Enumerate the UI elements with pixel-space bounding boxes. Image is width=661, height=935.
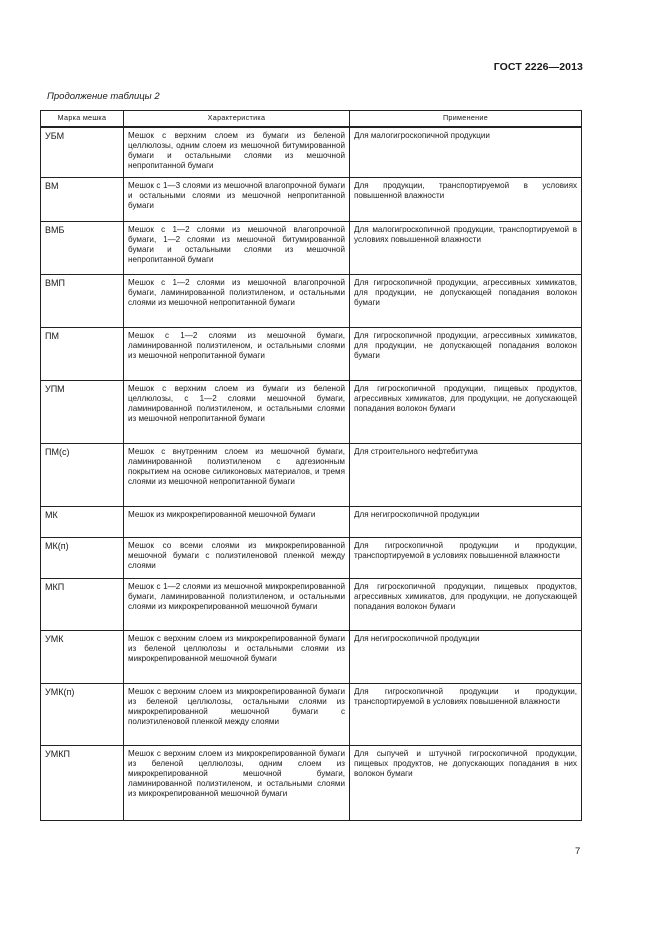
bag-brand-cell: ПМ(с) bbox=[41, 443, 124, 506]
bag-brand-cell: УМК(п) bbox=[41, 683, 124, 745]
application-cell: Для гигроскопичной продукции, агрессивных химикатов, для продукции, не допускающей попадания волокон бумаги bbox=[350, 274, 582, 327]
characteristic-cell: Мешок с верхним слоем из бумаги из беленой целлюлозы, одним слоем из мешочной битумированной бумаги и остальными слоями из мешочной непропитанной бумаги bbox=[124, 127, 350, 177]
page-number: 7 bbox=[575, 846, 581, 857]
table-row bbox=[41, 177, 582, 221]
bag-brand-cell: УМКП bbox=[41, 745, 124, 820]
characteristic-cell: Мешок из микрокрепированной мешочной бумаги bbox=[124, 506, 350, 537]
application-cell: Для гигроскопичной продукции и продукции, транспортируемой в условиях повышенной влажности bbox=[350, 537, 582, 578]
bag-brand-cell: УМК bbox=[41, 630, 124, 683]
application-cell: Для гигроскопичной продукции, пищевых продуктов, агрессивных химикатов, для продукции, не допускающей попадания волокон бумаги bbox=[350, 578, 582, 630]
characteristic-cell: Мешок со всеми слоями из микрокрепированной мешочной бумаги с полиэтиленовой пленкой между слоями bbox=[124, 537, 350, 578]
application-cell: Для сыпучей и штучной гигроскопичной продукции, пищевых продуктов, не допускающих попадания в них волокон бумаги bbox=[350, 745, 582, 820]
application-cell: Для продукции, транспортируемой в условиях повышенной влажности bbox=[350, 177, 582, 221]
characteristic-cell: Мешок с 1—2 слоями из мешочной влагопрочной бумаги, ламинированной полиэтиленом, и остальными слоями из мешочной непропитанной бумаги bbox=[124, 274, 350, 327]
characteristic-cell: Мешок с верхним слоем из микрокрепированной бумаги из беленой целлюлозы, одним слоем из микрокрепированной мешочной бумаги, ламинированной полиэтиленом, и остальными слоями из микрокрепированной мешочной бумаги bbox=[124, 745, 350, 820]
characteristic-cell: Мешок с верхним слоем из микрокрепированной бумаги из беленой целлюлозы и остальными слоями из микрокрепированной мешочной бумаги bbox=[124, 630, 350, 683]
table-row bbox=[41, 127, 582, 177]
standard-code: ГОСТ 2226—2013 bbox=[493, 61, 583, 73]
bag-brand-cell: МКП bbox=[41, 578, 124, 630]
bag-brand-cell: ПМ bbox=[41, 327, 124, 380]
characteristic-cell: Мешок с 1—2 слоями из мешочной микрокрепированной бумаги, ламинированной полиэтиленом, и остальными слоями из микрокрепированной мешочной бумаги bbox=[124, 578, 350, 630]
table-row bbox=[41, 380, 582, 443]
application-cell: Для малогигроскопичной продукции, транспортируемой в условиях повышенной влажности bbox=[350, 221, 582, 274]
characteristic-cell: Мешок с 1—3 слоями из мешочной влагопрочной бумаги и остальными слоями из мешочной непропитанной бумаги bbox=[124, 177, 350, 221]
bag-brand-cell: УБМ bbox=[41, 127, 124, 177]
bag-brand-cell: УПМ bbox=[41, 380, 124, 443]
characteristic-cell: Мешок с 1—2 слоями из мешочной бумаги, ламинированной полиэтиленом, и остальными слоями из мешочной непропитанной бумаги bbox=[124, 327, 350, 380]
application-cell: Для гигроскопичной продукции, пищевых продуктов, агрессивных химикатов, для продукции, не допускающей попадания волокон бумаги bbox=[350, 380, 582, 443]
table-row bbox=[41, 443, 582, 506]
table-row bbox=[41, 683, 582, 745]
application-cell: Для гигроскопичной продукции и продукции, транспортируемой в условиях повышенной влажности bbox=[350, 683, 582, 745]
column-header-application: Применение bbox=[350, 111, 582, 128]
bag-brand-cell: МК(п) bbox=[41, 537, 124, 578]
application-cell: Для негигроскопичной продукции bbox=[350, 630, 582, 683]
characteristic-cell: Мешок с 1—2 слоями из мешочной влагопрочной бумаги, 1—2 слоями из мешочной битумированной бумаги и остальными слоями из мешочной непропитанной бумаги bbox=[124, 221, 350, 274]
characteristic-cell: Мешок с верхним слоем из микрокрепированной бумаги из беленой целлюлозы, остальными слоями из микрокрепированной мешочной бумаги с полиэтиленовой пленкой между слоями bbox=[124, 683, 350, 745]
table-row bbox=[41, 630, 582, 683]
application-cell: Для гигроскопичной продукции, агрессивных химикатов, для продукции, не допускающей попадания волокон бумаги bbox=[350, 327, 582, 380]
bag-brand-cell: ВМБ bbox=[41, 221, 124, 274]
application-cell: Для негигроскопичной продукции bbox=[350, 506, 582, 537]
characteristic-cell: Мешок с верхним слоем из бумаги из беленой целлюлозы, с 1—2 слоями мешочной бумаги, ламинированной полиэтиленом, и остальными слоями из мешочной непропитанной бумаги bbox=[124, 380, 350, 443]
table-row bbox=[41, 506, 582, 537]
application-cell: Для малогигроскопичной продукции bbox=[350, 127, 582, 177]
table-row bbox=[41, 221, 582, 274]
table-row bbox=[41, 327, 582, 380]
table-row bbox=[41, 745, 582, 820]
table-row bbox=[41, 537, 582, 578]
table-row bbox=[41, 274, 582, 327]
characteristic-cell: Мешок с внутренним слоем из мешочной бумаги, ламинированной полиэтиленом с адгезионным покрытием на основе силиконовых материалов, и тремя слоями из мешочной непропитанной бумаги bbox=[124, 443, 350, 506]
column-header-brand: Марка мешка bbox=[41, 111, 124, 128]
bag-types-table bbox=[40, 110, 582, 821]
bag-brand-cell: ВМ bbox=[41, 177, 124, 221]
bag-brand-cell: МК bbox=[41, 506, 124, 537]
table-row bbox=[41, 578, 582, 630]
application-cell: Для строительного нефтебитума bbox=[350, 443, 582, 506]
table-caption: Продолжение таблицы 2 bbox=[47, 91, 160, 102]
bag-brand-cell: ВМП bbox=[41, 274, 124, 327]
column-header-characteristic: Характеристика bbox=[124, 111, 350, 128]
table-header-row bbox=[41, 111, 582, 128]
